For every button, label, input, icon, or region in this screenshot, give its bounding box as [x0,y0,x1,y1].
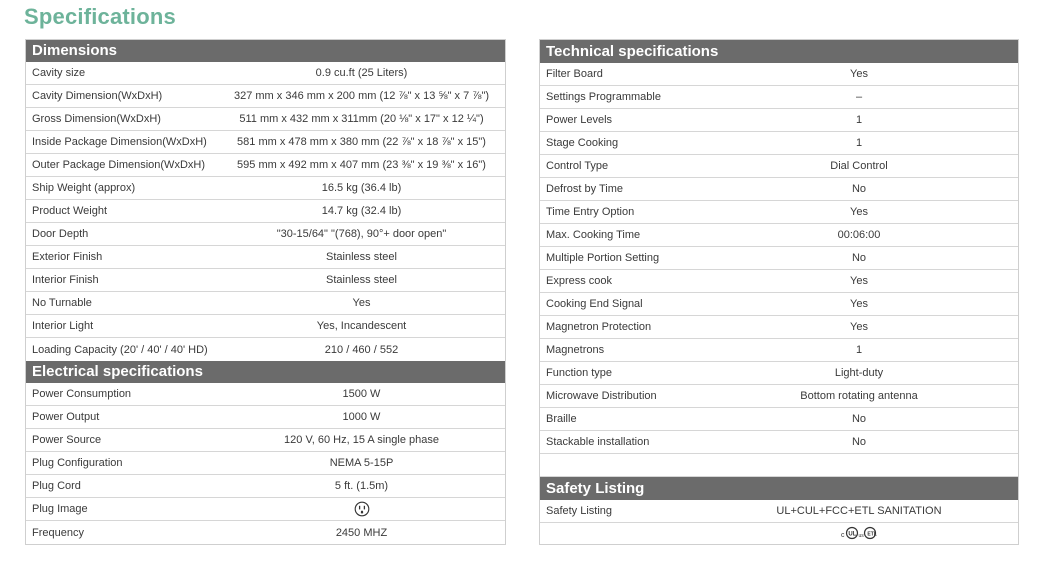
table-row [26,131,505,154]
row-value [760,526,1018,543]
row-label: Cooking End Signal [546,298,643,310]
table-row [26,521,505,544]
row-value: 0.9 cu.ft (25 Liters) [315,67,408,79]
row-label: Microwave Distribution [546,390,657,402]
row-value: 1 [855,137,863,149]
row-value: No [851,183,867,195]
row-value: Yes [850,321,868,333]
row-value: No [851,436,867,448]
table-row [26,292,505,315]
row-value: 1 [855,114,863,126]
svg-text:UL: UL [848,531,857,538]
table-row [540,86,1018,109]
technical-table [540,63,1018,477]
dimensions-table [26,62,505,361]
technical-header: Technical specifications [540,40,1018,63]
table-row [26,85,505,108]
row-label: Function type [546,367,613,379]
table-row [540,316,1018,339]
row-value: Yes [352,297,371,309]
table-row [26,200,505,223]
table-row [540,247,1018,270]
row-value: Yes [850,275,868,287]
row-value: "30-15/64" "(768), 90°+ door open" [276,228,447,240]
outlet-plug-icon [354,501,370,517]
safety-table [540,500,1018,546]
right-spec-panel [539,39,1019,545]
row-label: Braille [546,413,577,425]
table-row [26,154,505,177]
row-value: NEMA 5-15P [329,457,394,469]
row-value: 1000 W [342,411,381,423]
row-label: Power Consumption [32,388,132,400]
svg-text:us: us [858,533,864,539]
table-row [540,431,1018,454]
row-label: Power Levels [546,114,613,126]
row-label: Plug Image [32,503,88,515]
row-label: Stage Cooking [546,137,619,149]
row-value: Yes, Incandescent [316,320,407,332]
row-label: Time Entry Option [546,206,635,218]
row-value: UL+CUL+FCC+ETL SANITATION [776,505,942,517]
table-row [26,429,505,452]
row-label: Frequency [32,526,84,539]
row-label: Loading Capacity (20' / 40' / 40' HD) [32,343,208,356]
row-value: 5 ft. (1.5m) [334,480,389,492]
row-value: No [851,252,867,264]
table-row [26,475,505,498]
row-label: Interior Finish [32,274,99,286]
table-row [540,109,1018,132]
table-row [26,177,505,200]
row-value: 1 [855,344,863,356]
row-label: Cavity Dimension(WxDxH) [32,90,163,102]
table-row [540,339,1018,362]
table-row [540,523,1018,546]
row-label: Control Type [546,160,609,172]
table-row [26,223,505,246]
dimensions-header: Dimensions [26,40,505,62]
electrical-header: Electrical specifications [26,361,505,383]
row-label: Cavity size [32,67,86,79]
spacer-row [540,454,1018,477]
row-label: Ship Weight (approx) [32,182,136,194]
table-row [26,269,505,292]
row-value: 00:06:00 [837,229,881,241]
page-title: Specifications [24,4,176,29]
row-label: Defrost by Time [546,183,624,195]
row-value: – [855,91,863,103]
table-row [540,224,1018,247]
table-row [540,385,1018,408]
table-row [26,406,505,429]
row-value: 16.5 kg (36.4 lb) [321,182,402,194]
left-spec-panel [25,39,506,545]
row-value: 595 mm x 492 mm x 407 mm (23 ⅜" x 19 ⅜" x 16") [237,159,486,171]
table-row [26,108,505,131]
row-value: 14.7 kg (32.4 lb) [321,205,402,217]
row-label: Multiple Portion Setting [546,252,660,264]
row-value: 210 / 460 / 552 [324,343,399,356]
row-value: Yes [850,206,868,218]
table-row [26,383,505,406]
table-row [26,62,505,85]
row-label: Plug Configuration [32,457,123,469]
electrical-table [26,383,505,544]
row-label: Door Depth [32,228,89,240]
table-row [540,293,1018,316]
row-value: Dial Control [830,160,888,172]
table-row [26,246,505,269]
row-label: Inside Package Dimension(WxDxH) [32,136,207,148]
safety-header: Safety Listing [540,477,1018,500]
row-value: Yes [850,298,868,310]
row-label: Interior Light [32,320,94,332]
row-label: Exterior Finish [32,251,103,263]
row-label: No Turnable [32,297,92,309]
row-value: 120 V, 60 Hz, 15 A single phase [284,434,439,446]
ul-etl-cert-icon [841,526,877,540]
svg-text:ETL: ETL [867,531,877,538]
row-value: No [851,413,867,425]
row-value: 581 mm x 478 mm x 380 mm (22 ⅞" x 18 ⅞" x 15") [237,136,486,148]
row-value: 2450 MHZ [335,526,388,539]
row-value [226,501,505,517]
row-value: Bottom rotating antenna [800,390,918,402]
row-label: Power Output [32,411,100,423]
row-label: Outer Package Dimension(WxDxH) [32,159,205,171]
row-label: Settings Programmable [546,91,661,103]
row-value: 1500 W [342,388,381,400]
row-value: 327 mm x 346 mm x 200 mm (12 ⅞" x 13 ⅝" x 7 ⅞") [233,90,490,102]
row-label: Plug Cord [32,480,81,492]
table-row [540,270,1018,293]
row-label: Express cook [546,275,613,287]
row-value: 511 mm x 432 mm x 311mm (20 ⅛" x 17" x 12 ¼") [239,113,484,125]
svg-text:c: c [841,532,845,539]
row-value: Stainless steel [326,251,397,263]
row-value: Light-duty [834,367,884,379]
row-label: Max. Cooking Time [546,229,641,241]
table-row [540,155,1018,178]
row-label: Safety Listing [546,505,613,517]
row-label: Stackable installation [546,436,650,448]
table-row [540,132,1018,155]
table-row [540,63,1018,86]
table-row [540,201,1018,224]
row-label: Product Weight [32,205,108,217]
row-label: Filter Board [546,68,603,80]
table-row [26,452,505,475]
table-row [26,338,505,361]
row-label: Gross Dimension(WxDxH) [32,113,161,125]
table-row [540,408,1018,431]
row-label: Power Source [32,434,102,446]
table-row [540,500,1018,523]
table-row [540,178,1018,201]
table-row [26,315,505,338]
row-label: Magnetrons [546,344,605,356]
row-label: Magnetron Protection [546,321,652,333]
row-value: Stainless steel [326,274,397,286]
table-row [540,362,1018,385]
table-row [26,498,505,521]
row-value: Yes [850,68,868,80]
